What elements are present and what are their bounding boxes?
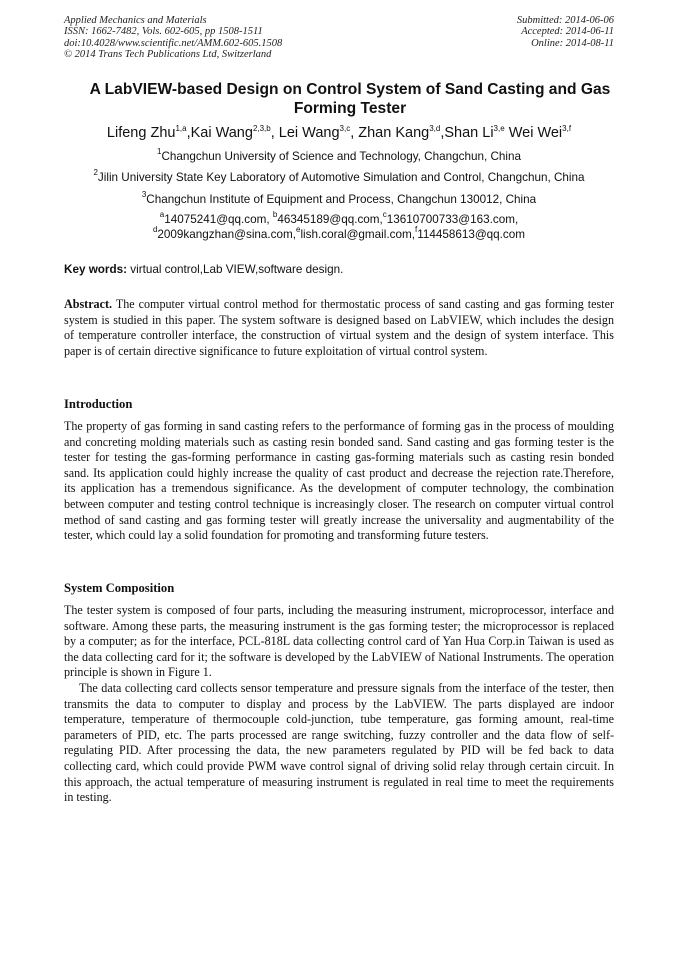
- abstract-label: Abstract.: [64, 297, 113, 311]
- email-a[interactable]: 14075241@qq.com: [164, 213, 267, 226]
- author-sep: ,: [350, 125, 359, 141]
- author-name: Lei Wang: [278, 125, 340, 141]
- journal-name: Applied Mechanics and Materials: [64, 15, 207, 26]
- system-composition-heading: System Composition: [64, 581, 175, 595]
- copyright-line: © 2014 Trans Tech Publications Ltd, Switzerland: [64, 49, 272, 61]
- introduction-paragraph: The property of gas forming in sand casting refers to the performance of forming gas in the process of moulding and concreting molding materials such as casting resin bonded sand. Sand casting and gas forming tester is the tester for testing the gas-forming performance in casting gas-forming materials such as casting resin bonded sand. Its application could highly increase the quality of cast product and decrease the rejection rate.Therefore, its application has a tremendous significance. As the development of computer technology, the combination between computer and testing control technique is increasingly closer. The research on computer virtual control method of sand casting and gas forming tester will greatly increase the universality and augmentability of the tester, which could lay a solid foundation for promoting and transforming future testers.: [64, 419, 614, 543]
- author-sup: 3,f: [562, 124, 572, 133]
- email-line-2: $^d$2009kangzhan@sina.com,$^e$lish.coral@gmail.com,$^f$114458613@qq.com: [152, 225, 526, 241]
- issn-line: ISSN: 1662-7482, Vols. 602-605, pp 1508-1511: [64, 26, 263, 38]
- email-c[interactable]: 13610700733@163.com: [386, 213, 515, 226]
- affiliation-2: [20, 170, 658, 185]
- journal-header-right: [517, 15, 614, 49]
- affiliation-num: 3: [141, 190, 147, 199]
- accepted-date: Accepted: 2014-06-11: [521, 26, 614, 38]
- affiliation-num: 1: [157, 147, 162, 156]
- affiliation-1: [20, 149, 658, 164]
- journal-header-left: [64, 15, 282, 61]
- author-sup: 1,a: [175, 124, 187, 133]
- affiliation-text: Jilin University State Key Laboratory of Automotive Simulation and Control, Changchun, China: [97, 171, 585, 184]
- author-name: Lifeng Zhu: [106, 125, 176, 141]
- author-name: Zhan Kang: [358, 125, 430, 141]
- author-name: Kai Wang: [190, 125, 253, 141]
- author-sep: ,: [270, 125, 279, 141]
- introduction-body: [64, 419, 614, 544]
- system-paragraph-2: The data collecting card collects sensor temperature and pressure signals from the interface of the tester, then transmits the data to computer to display and process by the LabVIEW. The parts displayed are indoor temperature, temperature of thermocouple cold-junction, tube temperature, gas forming amount, real-time parameters of PID, etc. The parts processed are range switching, fuzzy controller and the data flow of self-regulating PID. After processing the data, the new parameters regulated by PID will be fed back to data collecting card, which could provide PWM wave control signal of driving solid relay through certain circuit. In this approach, the actual temperature of measuring instrument is regulated in real time to meet the requirements in testing.: [64, 680, 614, 805]
- author-sep: ,: [186, 125, 191, 141]
- system-paragraph-1: The tester system is composed of four parts, including the measuring instrument, microprocessor, interface and software. Among these parts, the measuring instrument is the gas forming tester; the microprocessor is replaced by a computer; as for the interface, PCL-818L data collecting control card of Yan Hua Corp.in Taiwan is used as the data collecting card for it; the software is developed by the LabVIEW of National Instruments. The operation principle is shown in Figure 1.: [64, 603, 614, 680]
- system-composition-body: [64, 603, 614, 806]
- author-sup: 3,d: [429, 124, 441, 133]
- author-list: [20, 123, 658, 143]
- online-date: Online: 2014-08-11: [531, 37, 614, 49]
- author-sup: 3,c: [339, 124, 351, 133]
- keywords: [64, 262, 614, 277]
- email-b[interactable]: 46345189@qq.com: [277, 213, 380, 226]
- email-e[interactable]: lish.coral@gmail.com: [300, 228, 412, 241]
- email-d[interactable]: 2009kangzhan@sina.com: [157, 228, 293, 241]
- introduction-heading: Introduction: [64, 397, 133, 411]
- author-sep: ,: [440, 125, 445, 141]
- email-list: [20, 212, 658, 242]
- author-sup: 3,e: [493, 124, 505, 133]
- keywords-text: virtual control,Lab VIEW,software design.: [130, 263, 344, 276]
- email-line-1: $^a$14075241@qq.com, $^b$46345189@qq.com,$^c$13610700733@163.com,: [159, 210, 519, 226]
- abstract-text: The computer virtual control method for thermostatic process of sand casting and gas forming tester system is studied in this paper. The system software is designed based on LabVIEW, which includes the design of temperature controller interface, the construction of virtual system and the design of system interface. This paper is of certain directive significance to future exploitation of virtual control system.: [64, 297, 614, 358]
- doi-line: doi:10.4028/www.scientific.net/AMM.602-605.1508: [64, 37, 283, 49]
- submitted-date: Submitted: 2014-06-06: [516, 15, 614, 26]
- abstract: [64, 297, 614, 359]
- author-sup: 2,3,b: [252, 124, 271, 133]
- affiliation-num: 2: [93, 168, 98, 177]
- paper-title: A LabVIEW-based Design on Control System of Sand Casting and Gas Forming Tester: [89, 81, 611, 117]
- author-name: Wei Wei: [508, 125, 563, 141]
- author-name: Shan Li: [444, 125, 494, 141]
- affiliation-3: [20, 192, 658, 207]
- keywords-label: Key words:: [64, 263, 127, 276]
- email-f[interactable]: 114458613@qq.com: [417, 228, 526, 241]
- affiliation-text: Changchun Institute of Equipment and Process, Changchun 130012, China: [146, 193, 537, 206]
- affiliation-text: Changchun University of Science and Technology, Changchun, China: [161, 150, 521, 163]
